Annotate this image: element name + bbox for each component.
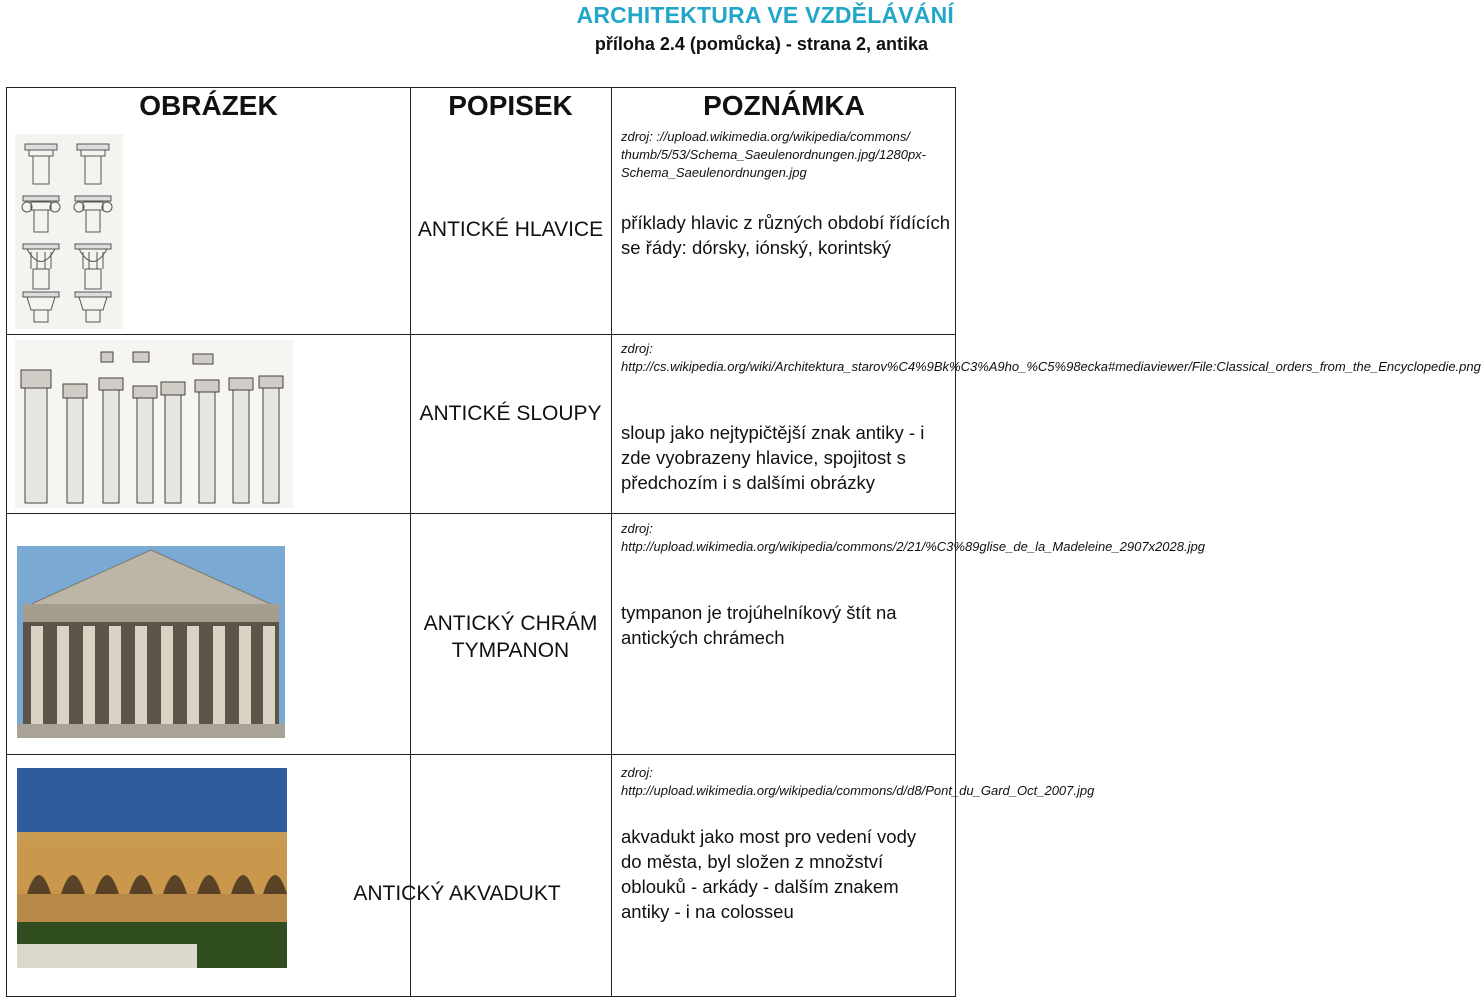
temple-drawing	[17, 546, 285, 738]
row-label-aqueduct: ANTICKÝ AKVADUKT	[353, 882, 561, 905]
column-header-caption: POPISEK	[448, 90, 573, 121]
row-label-temple: ANTICKÝ CHRÁM TYMPANON	[423, 612, 598, 663]
source-columns: zdroj: http://cs.wikipedia.org/wiki/Architektura_starov%C4%9Bk%C3%A9ho_%C5%98ecka#mediaviewer/File:Classical_orders_from_the_Encyclopedie.png	[621, 341, 1481, 374]
column-capitals-image	[15, 134, 123, 329]
note-temple: tympanon je trojúhelníkový štít na antických chrámech	[621, 602, 897, 648]
source-temple: zdroj: http://upload.wikimedia.org/wikipedia/commons/2/21/%C3%89glise_de_la_Madeleine_2907x2028.jpg	[621, 521, 1205, 554]
row-divider	[7, 754, 955, 755]
document-subtitle: příloha 2.4 (pomůcka) - strana 2, antika	[594, 34, 928, 54]
classical-orders-image	[15, 340, 293, 508]
row-label-columns: ANTICKÉ SLOUPY	[419, 402, 602, 425]
row-label-capitals: ANTICKÉ HLAVICE	[417, 218, 604, 241]
aqueduct-photo	[17, 768, 287, 968]
note-capitals: příklady hlavic z různých období řídících se řády: dórsky, iónský, korintský	[621, 212, 951, 258]
note-columns: sloup jako nejtypičtější znak antiky - i zde vyobrazeny hlavice, spojitost s předchozím i s dalšími obrázky	[621, 422, 925, 493]
document-title: ARCHITEKTURA VE VZDĚLÁVÁNÍ	[576, 2, 954, 28]
temple-photo	[17, 546, 285, 738]
content-table	[6, 87, 1481, 997]
column-divider	[611, 88, 612, 996]
row-divider	[7, 334, 955, 335]
note-aqueduct: akvadukt jako most pro vedení vody do města, byl složen z množství oblouků - arkády - dalším znakem antiky - i na colosseu	[621, 826, 917, 922]
column-header-note: POZNÁMKA	[703, 90, 865, 121]
source-aqueduct: zdroj: http://upload.wikimedia.org/wikipedia/commons/d/d8/Pont_du_Gard_Oct_2007.jpg	[621, 765, 1095, 798]
row-divider	[7, 513, 955, 514]
orders-drawing	[15, 340, 293, 508]
aqueduct-drawing	[17, 768, 287, 968]
source-capitals: zdroj: ://upload.wikimedia.org/wikipedia/commons/ thumb/5/53/Schema_Saeulenordnungen.jpg/1280px-Schema_Saeulenordnungen.jpg	[621, 129, 927, 180]
column-header-image: OBRÁZEK	[139, 90, 278, 121]
capitals-drawing	[15, 134, 123, 329]
